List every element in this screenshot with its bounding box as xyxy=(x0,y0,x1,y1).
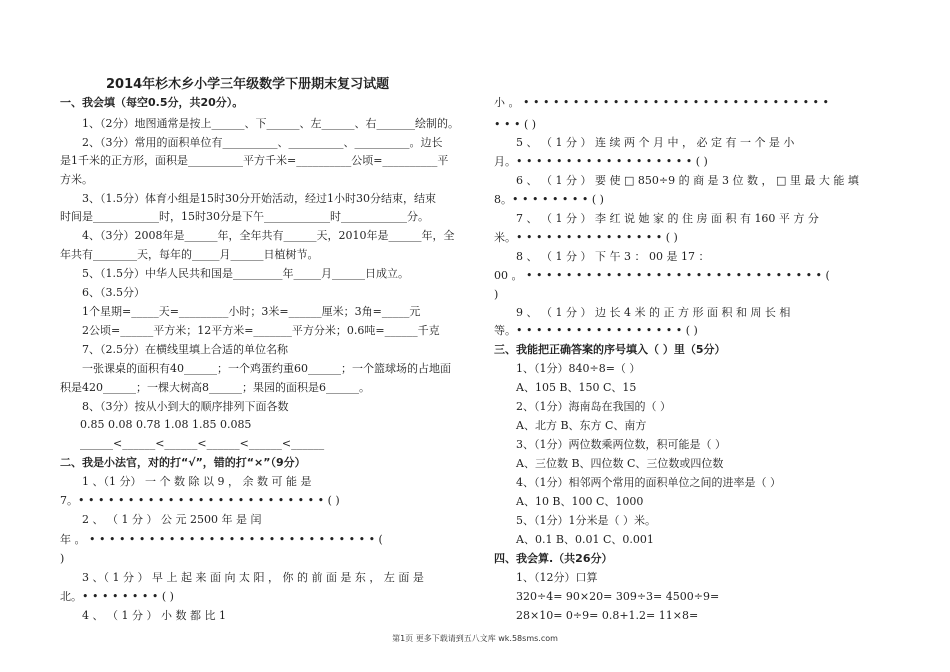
question-line: 4 、 （ 1 分 ） 小 数 都 比 1 xyxy=(82,609,226,622)
question-line: 一张课桌的面积有40______；一个鸡蛋约重60______；一个篮球场的占地面 xyxy=(82,362,451,375)
question-line: 米。• • • • • • • • • • • • • • • ( ) xyxy=(494,231,678,244)
page-footer: 第1页 更多下载请到五八文库 wk.58sms.com xyxy=(392,634,558,643)
section-heading: 二、我是小法官，对的打“√”，错的打“×”（9分） xyxy=(60,456,306,469)
question-line: 2公顷=______平方米；12平方米=_______平方分米；0.6吨=______千克 xyxy=(82,324,440,337)
question-line: 等。• • • • • • • • • • • • • • • • • ( ) xyxy=(494,324,698,337)
question-line: 1、（12分）口算 xyxy=(516,571,598,584)
question-line: ______<______<______<______<______<______ xyxy=(80,437,325,450)
question-line: 2 、 （ 1 分 ） 公 元 2500 年 是 闰 xyxy=(82,513,262,526)
question-line: ) xyxy=(60,552,65,565)
question-line: 3 、（ 1 分 ） 早 上 起 来 面 向 太 阳 ， 你 的 前 面 是 东 ， 左 面 是 xyxy=(82,571,424,584)
question-line: A、三位数 B、四位数 C、三位数或四位数 xyxy=(516,457,724,470)
question-line: 5 、 （ 1 分 ） 连 续 两 个 月 中 ， 必 定 有 一 个 是 小 xyxy=(516,136,795,149)
question-line: 1、（1分）840÷8=（ ） xyxy=(516,362,641,375)
question-line: 2、（1分）海南岛在我国的（ ） xyxy=(516,400,671,413)
question-line: 4、（3分）2008年是______年，全年共有______天，2010年是______年，全 xyxy=(82,229,455,242)
question-line: 4、（1分）相邻两个常用的面积单位之间的进率是（ ） xyxy=(516,476,781,489)
question-line: 320÷4= 90×20= 309÷3= 4500÷9= xyxy=(516,590,720,603)
question-line: • • • ( ) xyxy=(494,118,537,131)
question-line: 小 。 • • • • • • • • • • • • • • • • • • • • • • • • • • • • • • • xyxy=(494,96,830,109)
question-line: 8、（3分）按从小到大的顺序排列下面各数 xyxy=(82,400,289,413)
page-title: 2014年杉木乡小学三年级数学下册期末复习试题 xyxy=(106,77,390,92)
question-line: A、0.1 B、0.01 C、0.001 xyxy=(516,533,654,546)
question-line: A、105 B、150 C、15 xyxy=(516,381,637,394)
question-line: 1 、（1 分） 一 个 数 除 以 9 ， 余 数 可 能 是 xyxy=(82,475,312,488)
question-line: 9 、 （ 1 分 ） 边 长 4 米 的 正 方 形 面 积 和 周 长 相 xyxy=(516,306,791,319)
question-line: 月。• • • • • • • • • • • • • • • • • • ( ) xyxy=(494,155,708,168)
question-line: 积是420______；一棵大树高8______；果园的面积是6______。 xyxy=(60,381,370,394)
question-line: 年 。 • • • • • • • • • • • • • • • • • • • • • • • • • • • • • ( xyxy=(60,533,383,546)
question-line: 时间是____________时，15时30分是下午____________时____________分。 xyxy=(60,210,429,223)
question-line: 北。• • • • • • • • ( ) xyxy=(60,590,174,603)
question-line: 8 、 （ 1 分 ） 下 午 3 ： 00 是 17 ： xyxy=(516,250,710,263)
question-line: 1、（2分）地图通常是按上______、下______、左______、右_______绘制的。 xyxy=(82,117,459,130)
question-line: 1个星期=_____天=_________小时；3米=______厘米；3角=_____元 xyxy=(82,305,421,318)
question-line: 方米。 xyxy=(60,173,93,186)
question-line: 00 。 • • • • • • • • • • • • • • • • • • • • • • • • • • • • • • ( xyxy=(494,269,830,282)
question-line: 3、（1.5分）体育小组是15时30分开始活动，经过1小时30分结束，结束 xyxy=(82,192,436,205)
question-line: 28×10= 0÷9= 0.8+1.2= 11×8= xyxy=(516,609,699,622)
question-line: 7。• • • • • • • • • • • • • • • • • • • • • • • • • ( ) xyxy=(60,494,340,507)
question-line: 6 、 （ 1 分 ） 要 使 □ 850÷9 的 商 是 3 位 数 ， □ 里 最 大 能 填 xyxy=(516,174,859,187)
question-line: A、北方 B、东方 C、南方 xyxy=(516,419,647,432)
question-line: 7 、 （ 1 分 ） 李 红 说 她 家 的 住 房 面 积 有 160 平 方 分 xyxy=(516,212,819,225)
question-line: 是1千米的正方形，面积是__________平方千米=__________公顷=__________平 xyxy=(60,154,449,167)
question-line: 3、（1分）两位数乘两位数，积可能是（ ） xyxy=(516,438,726,451)
question-line: A、10 B、100 C、1000 xyxy=(516,495,644,508)
question-line: 8。• • • • • • • • ( ) xyxy=(494,193,604,206)
question-line: 年共有________天，每年的_____月______日植树节。 xyxy=(60,248,319,261)
question-line: 0.85 0.08 0.78 1.08 1.85 0.085 xyxy=(80,418,252,431)
question-line: 5、（1分）1分米是（ ）米。 xyxy=(516,514,656,527)
question-line: ) xyxy=(494,288,499,301)
question-line: 6、（3.5分） xyxy=(82,286,145,299)
section-heading: 一、我会填（每空0.5分，共20分）。 xyxy=(60,96,244,109)
section-heading: 三、我能把正确答案的序号填入（ ）里（5分） xyxy=(494,343,726,356)
question-line: 2、（3分）常用的面积单位有__________、__________、__________。边长 xyxy=(82,136,443,149)
question-line: 5、（1.5分）中华人民共和国是_________年_____月______日成立。 xyxy=(82,267,409,280)
section-heading: 四、我会算.（共26分） xyxy=(494,552,613,565)
question-line: 7、（2.5分）在横线里填上合适的单位名称 xyxy=(82,343,288,356)
